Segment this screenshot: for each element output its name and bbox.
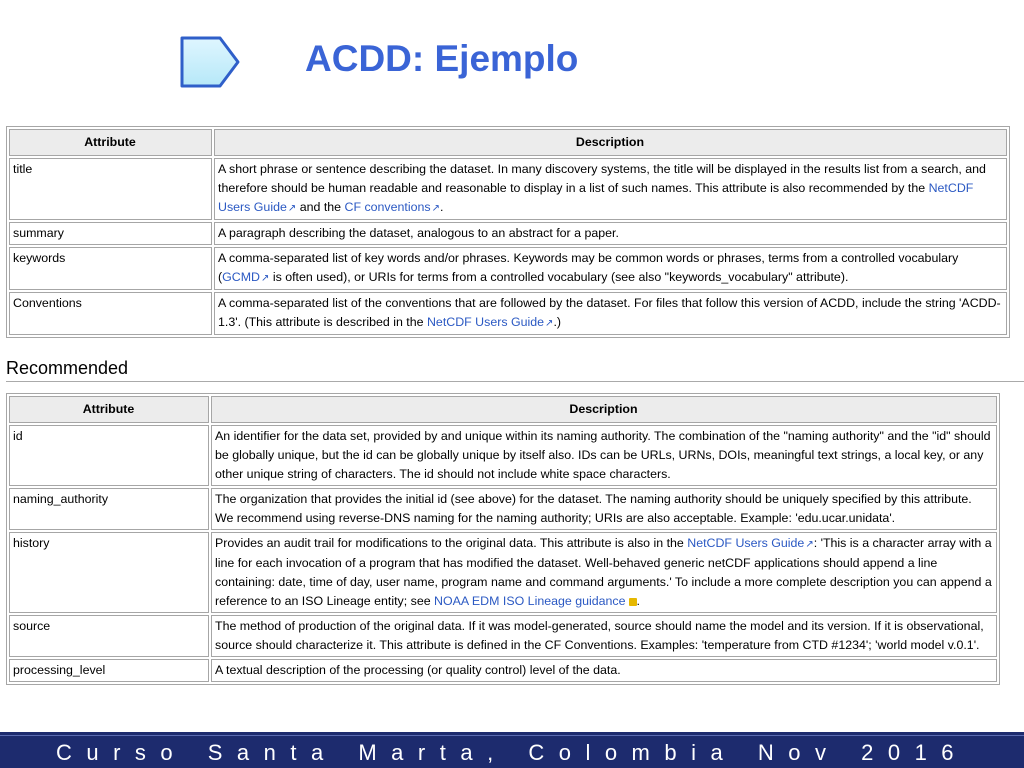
description-cell — [211, 659, 997, 682]
external-link-icon: ↗ — [261, 273, 270, 284]
doc-link[interactable]: NetCDF Users Guide — [426, 315, 545, 329]
description-text: An identifier for the data set, provided by and unique within its naming authority. The combination of the "naming authority" and the "id" should be globally unique, but the id can be globally unique by itself also. IDs can be URLs, URNs, DOIs, meaningful text strings, a local key, or any other unique string of characters. The id should not include white space characters. — [215, 429, 991, 481]
doc-link[interactable]: GCMD — [222, 270, 260, 284]
highly-recommended-table — [6, 126, 1010, 338]
doc-link[interactable]: NOAA EDM ISO Lineage guidance — [434, 594, 626, 608]
description-cell — [211, 425, 997, 486]
description-cell — [211, 488, 997, 530]
doc-link[interactable]: CF conventions — [344, 200, 431, 214]
table-row — [9, 222, 1007, 245]
description-cell — [211, 532, 997, 613]
description-header: Description — [211, 396, 997, 423]
attribute-cell: id — [9, 425, 209, 486]
description-text: and the — [296, 200, 345, 214]
description-text: A comma-separated list of key words and/or phrases. Keywords may be common words or phrases, terms from a controlled vocabulary ( — [218, 251, 959, 284]
description-text: A textual description of the processing (or quality control) level of the data. — [215, 663, 621, 677]
description-cell — [214, 247, 1007, 290]
description-text: . — [636, 594, 640, 608]
attribute-cell: title — [9, 158, 212, 220]
external-link-icon: ↗ — [287, 203, 297, 214]
description-header: Description — [214, 129, 1007, 156]
table-row — [9, 488, 997, 530]
attribute-cell: Conventions — [9, 292, 212, 335]
attribute-cell: summary — [9, 222, 212, 245]
description-cell — [214, 158, 1007, 220]
description-text: The method of production of the original data. If it was model-generated, source should name the model and its version. If it is observational, source should characterize it. This attribute is defined in the CF Conventions. Examples: 'temperature from CTD #1234'; 'world model v.0.1'. — [215, 619, 984, 652]
attribute-header: Attribute — [9, 396, 209, 423]
description-text: : 'This is a character array with a line for each invocation of a program that has modified the dataset. Well-behaved generic netCDF applications should append a line containing: date, time of day, user name, program name and command arguments.' To include a more complete description you can append a reference to an ISO Lineage entity; see — [215, 536, 992, 608]
description-text: Provides an audit trail for modifications to the original data. This attribute is also in the — [215, 536, 688, 550]
table-header-row — [9, 129, 1007, 156]
footer-text: Curso Santa Marta, Colombia Nov 2016 — [55, 740, 969, 765]
arrow-right-icon — [178, 34, 242, 90]
table-row — [9, 247, 1007, 290]
recommended-heading: Recommended — [6, 358, 129, 378]
external-link-icon: ↗ — [431, 203, 440, 214]
table-row — [9, 292, 1007, 335]
attribute-cell: history — [9, 532, 209, 613]
table-header-row — [9, 396, 997, 423]
description-text: is often used), or URIs for terms from a controlled vocabulary (see also "keywords_vocabulary" attribute). — [269, 270, 849, 284]
description-text: A paragraph describing the dataset, analogous to an abstract for a paper. — [218, 226, 619, 240]
description-cell — [214, 222, 1007, 245]
table-row — [9, 158, 1007, 220]
table-row — [9, 615, 997, 657]
description-text: .) — [553, 315, 562, 329]
recommended-table — [6, 393, 1000, 685]
external-link-icon: ↗ — [805, 539, 814, 550]
footer-bar — [0, 732, 1024, 768]
description-cell — [211, 615, 997, 657]
lock-icon — [629, 598, 637, 606]
table-row — [9, 532, 997, 613]
description-text: A comma-separated list of the conventions that are followed by the dataset. For files that follow this version of ACDD, include the string 'ACDD-1.3'. (This attribute is described in the — [218, 296, 1001, 329]
doc-link[interactable]: NetCDF Users Guide — [687, 536, 805, 550]
attribute-cell: naming_authority — [9, 488, 209, 530]
section-divider — [6, 381, 1024, 382]
description-text: . — [439, 200, 444, 214]
attribute-cell: processing_level — [9, 659, 209, 682]
slide-title: ACDD: Ejemplo — [305, 38, 579, 79]
description-text: A short phrase or sentence describing the dataset. In many discovery systems, the title will be displayed in the results list from a search, and therefore should be human readable and reasonable to display in a list of such names. This attribute is also recommended by the — [218, 162, 986, 195]
table-row — [9, 659, 997, 682]
attribute-cell: source — [9, 615, 209, 657]
description-cell — [214, 292, 1007, 335]
description-text: The organization that provides the initial id (see above) for the dataset. The naming authority should be uniquely specified by this attribute. We recommend using reverse-DNS naming for the naming authority; URIs are also acceptable. Example: 'edu.ucar.unidata'. — [215, 492, 972, 525]
doc-link[interactable]: NetCDF Users Guide — [218, 181, 974, 214]
external-link-icon: ↗ — [545, 318, 554, 329]
table-row — [9, 425, 997, 486]
attribute-header: Attribute — [9, 129, 212, 156]
attribute-cell: keywords — [9, 247, 212, 290]
